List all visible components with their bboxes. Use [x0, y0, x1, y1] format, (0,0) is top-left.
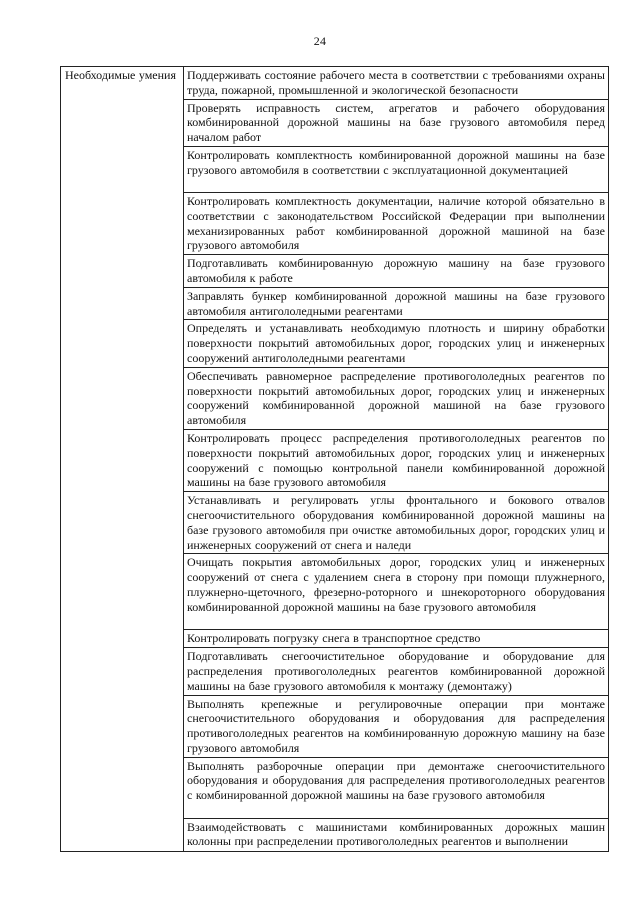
skill-cell: Поддерживать состояние рабочего места в соответствии с требованиями охраны труда, пожарной, промышленной и экологической безопасности	[184, 67, 609, 100]
skill-cell: Выполнять крепежные и регулировочные операции при монтаже снегоочистительного оборудования и оборудования для распределения противогололедных реагентов на комбинированную дорожную машину на базе грузового автомобиля	[184, 695, 609, 757]
skill-cell: Подготавливать снегоочистительное оборудование и оборудование для распределения противогололедных реагентов комбинированной дорожной машины на базе грузового автомобиля к монтажу (демонтажу)	[184, 648, 609, 695]
skill-cell: Заправлять бункер комбинированной дорожной машины на базе грузового автомобиля антигололедными реагентами	[184, 287, 609, 320]
skill-cell: Подготавливать комбинированную дорожную машину на базе грузового автомобиля к работе	[184, 255, 609, 288]
table-row	[61, 67, 609, 100]
skill-cell: Очищать покрытия автомобильных дорог, городских улиц и инженерных сооружений от снега с удалением снега в сторону при помощи плужнерного, плужнерно-щеточного, фрезерно-роторного и шнекороторного оборудования комбинированной дорожной машины на базе грузового автомобиля	[184, 554, 609, 630]
skill-cell: Взаимодействовать с машинистами комбинированных дорожных машин колонны при распределении противогололедных реагентов и выполнении	[184, 818, 609, 851]
skill-cell: Проверять исправность систем, агрегатов и рабочего оборудования комбинированной дорожной машины на базе грузового автомобиля перед началом работ	[184, 99, 609, 146]
skill-cell: Контролировать комплектность документации, наличие которой обязательно в соответствии с законодательством Российской Федерации при выполнении механизированных работ комбинированной дорожной машиной на базе грузового автомобиля	[184, 192, 609, 254]
skill-cell: Контролировать процесс распределения противогололедных реагентов по поверхности покрытий автомобильных дорог, городских улиц и инженерных сооружений с помощью контрольной панели комбинированной дорожной машины на базе грузового автомобиля	[184, 429, 609, 491]
page-number: 24	[313, 34, 327, 48]
skill-cell: Контролировать погрузку снега в транспортное средство	[184, 630, 609, 648]
skill-cell: Определять и устанавливать необходимую плотность и ширину обработки поверхности покрытий автомобильных дорог, городских улиц и инженерных сооружений антигололедными реагентами	[184, 320, 609, 367]
skill-cell: Контролировать комплектность комбинированной дорожной машины на базе грузового автомобиля в соответствии с эксплуатационной документацией	[184, 146, 609, 192]
skills-table	[60, 66, 609, 852]
section-label: Необходимые умения	[61, 67, 184, 852]
skill-cell: Выполнять разборочные операции при демонтаже снегоочистительного оборудования и оборудования для распределения противогололедных реагентов с комбинированной дорожной машины на базе грузового автомобиля	[184, 757, 609, 818]
skill-cell: Обеспечивать равномерное распределение противогололедных реагентов по поверхности покрытий автомобильных дорог, городских улиц и инженерных сооружений комбинированной дорожной машиной на базе грузового автомобиля	[184, 367, 609, 429]
skill-cell: Устанавливать и регулировать углы фронтального и бокового отвалов снегоочистительного оборудования комбинированной дорожной машины на базе грузового автомобиля при очистке автомобильных дорог, городских улиц и инженерных сооружений от снега и наледи	[184, 492, 609, 554]
